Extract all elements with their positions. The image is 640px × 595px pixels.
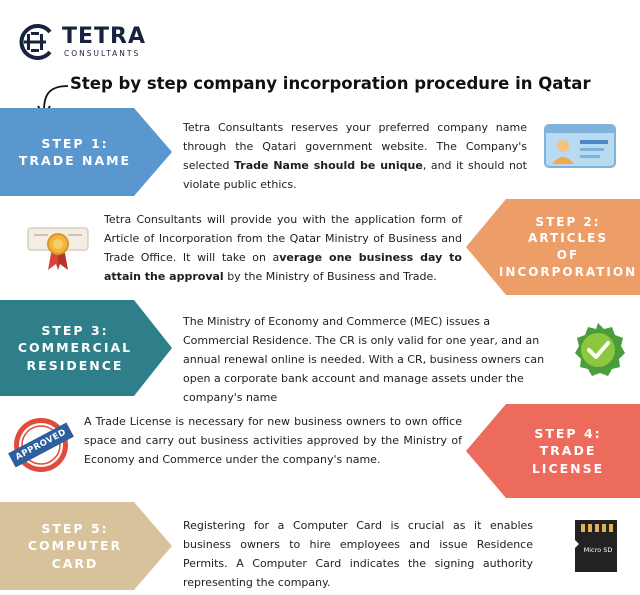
step-3-arrow [0, 300, 174, 396]
certificate-icon [26, 222, 90, 272]
check-badge-icon [570, 322, 626, 378]
id-card-icon [544, 124, 616, 168]
sd-card-label: Micro SD [583, 546, 613, 554]
stamp-text: APPROVED [8, 422, 74, 467]
step-2-name-line1: ARTICLES [528, 231, 608, 246]
step-3-number: STEP 3: [41, 323, 109, 339]
step-5-arrow [0, 502, 174, 590]
step-3-name-line2: RESIDENCE [26, 357, 124, 373]
step-5-number: STEP 5: [41, 521, 109, 537]
step-2-number: STEP 2: [535, 214, 601, 229]
step-2-description: Tetra Consultants will provide you with the application form of Article of Incorporation from the Qatar Ministry of Business and Trade Office. It will take on average one business day to attain the approval by the Ministry of Business and Trade. [104, 213, 462, 283]
step-4-arrow [466, 404, 640, 498]
step-1-arrow [0, 108, 174, 196]
step-5-name-line1: COMPUTER [27, 538, 123, 554]
approved-stamp-icon [12, 416, 70, 474]
step-4-number: STEP 4: [534, 426, 602, 442]
tetra-logo [16, 22, 147, 62]
step-3-name-line1: COMMERCIAL [17, 340, 133, 356]
step-1-name: TRADE NAME [18, 153, 132, 168]
logo-name: TETRA [62, 24, 147, 49]
step-4-name-line2: LICENSE [531, 460, 605, 476]
step-2-name-line2: OF [556, 248, 580, 262]
step-1-description: Tetra Consultants reserves your preferred company name through the Qatari government website. The Company's selected Trade Name should be unique, and it should not violate public ethics. [183, 121, 527, 191]
tetra-logo-icon [16, 22, 56, 62]
step-5-name-line2: CARD [51, 555, 99, 571]
step-1-number: STEP 1: [41, 135, 109, 151]
step-4-name-line1: TRADE [539, 443, 597, 459]
step-2-name-line3: INCORPORATION [498, 264, 638, 279]
page-title: Step by step company incorporation procedure in Qatar [70, 74, 591, 93]
step-3-description: The Ministry of Economy and Commerce (MEC) issues a Commercial Residence. The CR is only valid for one year, and an annual renewal online is needed. With a CR, business owners can open a corporate bank account and manage assets under the company's name [183, 315, 545, 404]
sd-card-icon [573, 518, 619, 574]
logo-subtitle: CONSULTANTS [64, 49, 141, 58]
step-4-description: A Trade License is necessary for new business owners to own office space and carry out business activities approved by the Ministry of Economy and Commerce under the company's name. [84, 415, 462, 466]
step-5-description: Registering for a Computer Card is crucial as it enables business owners to hire employees and issue Residence Permits. A Computer Card indicates the signing authority representing the company. [183, 519, 533, 589]
step-2-arrow [466, 199, 640, 295]
